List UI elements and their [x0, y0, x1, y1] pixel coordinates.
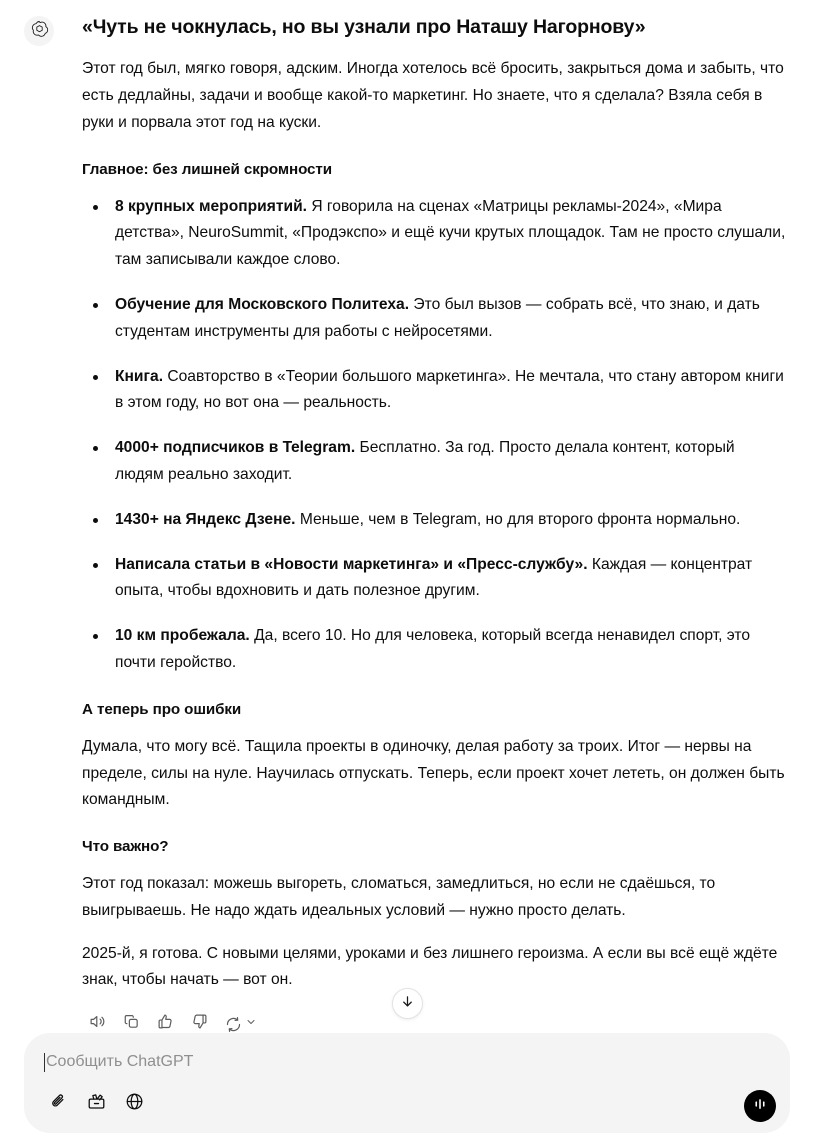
thumbs-down-icon: [191, 1013, 208, 1035]
list-item-lead: Обучение для Московского Политеха.: [115, 295, 410, 313]
thumbs-up-icon: [157, 1013, 174, 1035]
scroll-to-bottom-button[interactable]: [392, 988, 423, 1019]
tools-icon: [87, 1092, 106, 1116]
list-item-lead: 4000+ подписчиков в Telegram.: [115, 439, 356, 457]
list-item: [82, 435, 786, 489]
list-item-rest: Соавторство в «Теории большого маркетинга». Не мечтала, что стану автором книги в этом году, но вот она — реальность.: [115, 367, 784, 412]
section-3-heading: Что важно?: [82, 838, 169, 856]
list-item-rest: Меньше, чем в Telegram, но для второго фронта нормально.: [295, 510, 741, 528]
copy-icon: [123, 1013, 140, 1035]
achievements-list: [82, 194, 786, 677]
list-item-rest: Бесплатно. За год. Просто делала контент, который людям реально заходит.: [115, 439, 735, 484]
section-2-paragraph: Думала, что могу всё. Тащила проекты в одиночку, делая работу за троих. Итог — нервы на пределе, силы на нуле. Научилась отпускать. Теперь, если проект хочет лететь, он должен быть командным.: [82, 737, 785, 809]
list-item-rest: Каждая — концентрат опыта, чтобы вдохновить и дать полезное другим.: [115, 555, 753, 600]
section-2-heading: А теперь про ошибки: [82, 700, 242, 718]
list-item-rest: Да, всего 10. Но для человека, который всегда ненавидел спорт, это почти геройство.: [115, 627, 751, 672]
list-item-lead: 8 крупных мероприятий.: [115, 197, 307, 215]
message-input-placeholder: Сообщить ChatGPT: [46, 1052, 194, 1070]
list-item: [82, 292, 786, 346]
read-aloud-icon: [89, 1013, 106, 1035]
message-input-line[interactable]: [44, 1050, 774, 1074]
assistant-avatar: [24, 16, 54, 46]
list-item-rest: Это был вызов — собрать всё, что знаю, и дать студентам инструменты для работы с нейросетями.: [115, 295, 760, 340]
list-item: [82, 507, 786, 534]
message-title: «Чуть не чокнулась, но вы узнали про Наташу Нагорнову»: [82, 16, 646, 38]
assistant-message-body: [54, 14, 794, 1038]
arrow-down-icon: [400, 994, 415, 1014]
list-item: [82, 194, 786, 274]
section-3-paragraph-2: 2025-й, я готова. С новыми целями, уроками и без лишнего героизма. А если вы всё ещё ждёте знак, чтобы начать — вот он.: [82, 944, 778, 989]
intro-paragraph: Этот год был, мягко говоря, адским. Иногда хотелось всё бросить, закрыться дома и забыть, что есть дедлайны, задачи и вообще какой-то маркетинг. Но знаете, что я сделала? Взяла себя в руки и порвала этот год на куски.: [82, 60, 784, 131]
composer-bottom-bar: [44, 1090, 774, 1118]
attach-button[interactable]: [44, 1090, 72, 1118]
list-item-lead: 1430+ на Яндекс Дзене.: [115, 510, 296, 528]
web-search-button[interactable]: [120, 1090, 148, 1118]
list-item-lead: Написала статьи в «Новости маркетинга» и «Пресс-службу».: [115, 555, 588, 573]
list-item-rest: Я говорила на сценах «Матрицы рекламы-2024», «Мира детства», NeuroSummit, «Продэкспо» и ещё кучи крутых площадок. Там не просто слушали, там записывали каждое слово.: [115, 197, 786, 269]
tools-button[interactable]: [82, 1090, 110, 1118]
section-1-heading: Главное: без лишней скромности: [82, 160, 332, 178]
list-item: [82, 623, 786, 677]
list-item-lead: 10 км пробежала.: [115, 627, 250, 645]
composer-container: [0, 1033, 814, 1147]
voice-mode-button[interactable]: [744, 1090, 776, 1122]
chevron-down-icon: [245, 1015, 257, 1033]
globe-icon: [125, 1092, 144, 1116]
attach-icon: [49, 1092, 68, 1116]
openai-logo-icon: [30, 19, 49, 43]
list-item: [82, 364, 786, 418]
voice-mode-icon: [751, 1095, 769, 1118]
list-item-lead: Книга.: [115, 367, 164, 385]
list-item: [82, 552, 786, 606]
composer[interactable]: [24, 1033, 790, 1133]
section-3-paragraph-1: Этот год показал: можешь выгореть, сломаться, замедлиться, но если не сдаёшься, то выигрываешь. Не надо ждать идеальных условий — нужно просто делать.: [82, 874, 716, 919]
text-caret: [44, 1053, 45, 1072]
composer-tools: [44, 1090, 148, 1118]
